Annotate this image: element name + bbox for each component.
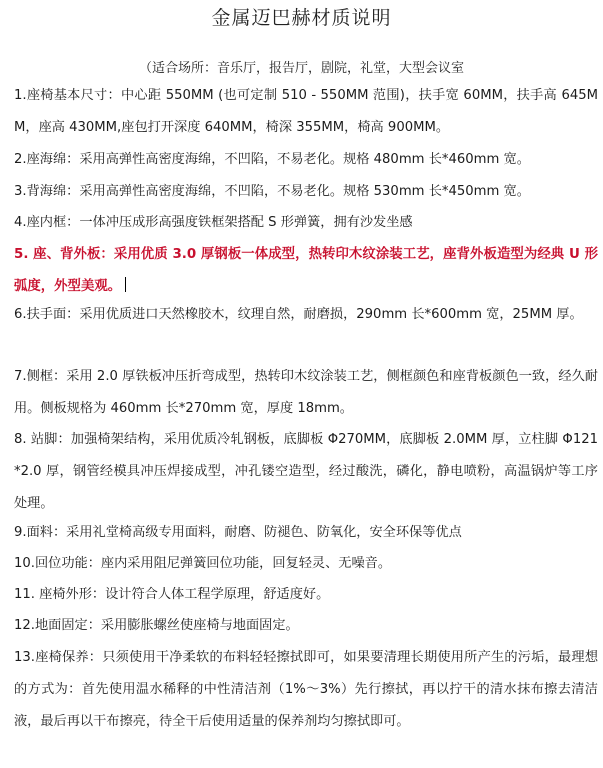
text-cursor bbox=[125, 277, 126, 292]
item-seat-dimensions: 1.座椅基本尺寸：中心距 550MM (也可定制 510 - 550MM 范围)，扶手宽 60MM，扶手高 645MM，座高 430MM,座包打开深度 640MM，椅深 355MM，椅高 900MM。 bbox=[14, 88, 598, 135]
item-return-function: 10.回位功能：座内采用阻尼弹簧回位功能，回复轻灵、无噪音。 bbox=[14, 556, 392, 571]
document-title: 金属迈巴赫材质说明 bbox=[211, 7, 392, 29]
item-back-sponge: 3.背海绵：采用高弹性高密度海绵，不凹陷，不易老化。规格 530mm 长*450mm 宽。 bbox=[14, 184, 530, 199]
item-maintenance: 13.座椅保养：只须使用干净柔软的布料轻轻擦拭即可，如果要清理长期使用所产生的污垢，最理想的方式为：首先使用温水稀释的中性清洁剂（1%～3%）先行擦拭，再以拧干的清水抹布擦去清洁液，最后再以干布擦亮，待全干后使用适量的保养剂均匀擦拭即可。 bbox=[14, 650, 598, 729]
item-seat-inner-frame: 4.座内框：一体冲压成形高强度铁框架搭配 S 形弹簧，拥有沙发坐感 bbox=[14, 215, 413, 230]
item-armrest: 6.扶手面：采用优质进口天然橡胶木，纹理自然，耐磨损，290mm 长*600mm 宽，25MM 厚。 bbox=[14, 307, 583, 322]
document-subtitle: （适合场所：音乐厅，报告厅，剧院，礼堂，大型会议室 bbox=[138, 61, 464, 76]
item-floor-fixing: 12.地面固定：采用膨胀螺丝使座椅与地面固定。 bbox=[14, 618, 299, 633]
item-seat-back-panel-text: 5. 座、背外板：采用优质 3.0 厚钢板一体成型，热转印木纹涂装工艺，座背外板造型为经典 U 形弧度，外型美观。 bbox=[14, 247, 598, 294]
item-standing-leg: 8. 站脚：加强椅架结构，采用优质冷轧钢板，底脚板 Φ270MM，底脚板 2.0MM 厚，立柱脚 Φ121*2.0 厚，钢管经模具冲压焊接成型，冲孔镂空造型，经过酸洗，磷化，静电喷粉，高温锅炉等工序处理。 bbox=[14, 432, 598, 511]
item-fabric: 9.面料：采用礼堂椅高级专用面料，耐磨、防褪色、防氧化，安全环保等优点 bbox=[14, 525, 462, 540]
item-side-frame: 7.侧框：采用 2.0 厚铁板冲压折弯成型，热转印木纹涂装工艺，侧框颜色和座背板颜色一致，经久耐用。侧板规格为 460mm 长*270mm 宽，厚度 18mm。 bbox=[14, 369, 598, 416]
item-chair-shape: 11. 座椅外形：设计符合人体工程学原理，舒适度好。 bbox=[14, 587, 330, 602]
item-seat-sponge: 2.座海绵：采用高弹性高密度海绵，不凹陷，不易老化。规格 480mm 长*460mm 宽。 bbox=[14, 152, 530, 167]
item-seat-back-panel bbox=[14, 239, 598, 303]
